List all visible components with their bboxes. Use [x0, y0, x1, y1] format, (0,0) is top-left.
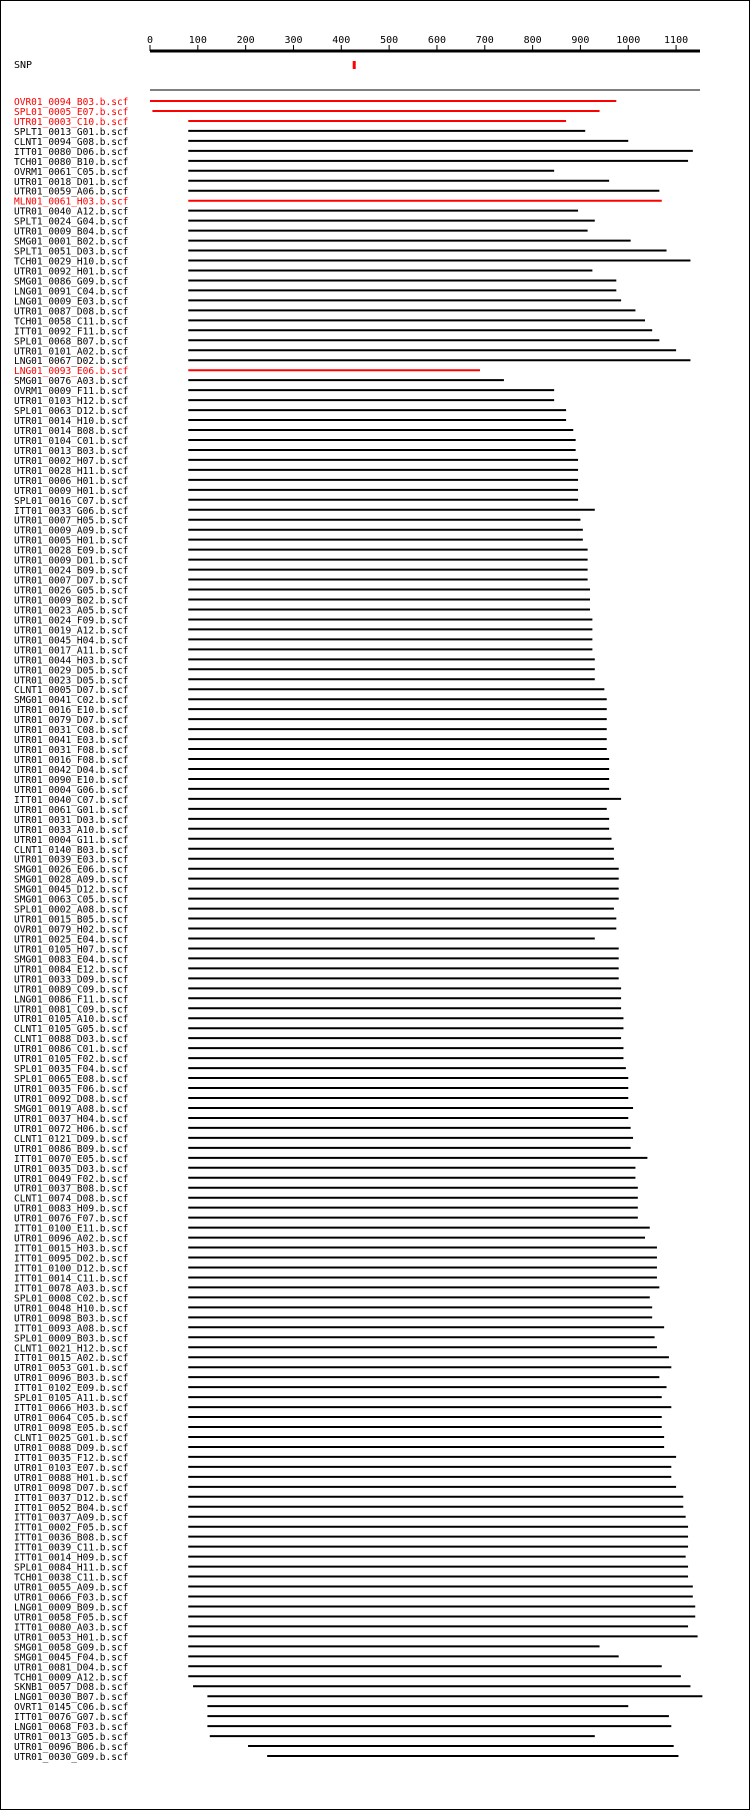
read-label: UTR01_0081_C09.b.scf — [14, 1004, 129, 1016]
read-label: ITT01_0037_D12.b.scf — [14, 1492, 129, 1504]
read-label: UTR01_0013_G05.b.scf — [14, 1732, 129, 1744]
read-label: UTR01_0079_D07.b.scf — [14, 715, 129, 727]
read-label: TCH01_0058_C11.b.scf — [14, 316, 129, 328]
read-label: UTR01_0098_B03.b.scf — [14, 1313, 129, 1325]
read-label: ITT01_0066_H03.b.scf — [14, 1403, 129, 1415]
axis-tick-label: 300 — [284, 35, 303, 46]
read-label: ITT01_0015_A02.b.scf — [14, 1353, 129, 1365]
read-label: UTR01_0053_H01.b.scf — [14, 1632, 129, 1644]
read-label: UTR01_0089_C09.b.scf — [14, 984, 129, 996]
read-label: OVRT1_0145_C06.b.scf — [14, 1702, 129, 1714]
read-label: ITT01_0052_B04.b.scf — [14, 1502, 129, 1514]
read-label: SPL01_0009_B03.b.scf — [14, 1333, 129, 1345]
read-label: UTR01_0026_G05.b.scf — [14, 585, 129, 597]
read-label: UTR01_0096_B03.b.scf — [14, 1373, 129, 1385]
read-label: LNG01_0009_E03.b.scf — [14, 296, 129, 308]
read-label: SMG01_0063_C05.b.scf — [14, 894, 129, 906]
read-label: UTR01_0031_D03.b.scf — [14, 814, 129, 826]
read-label: ITT01_0100_E11.b.scf — [14, 1223, 129, 1235]
read-label: UTR01_0028_H11.b.scf — [14, 465, 129, 477]
axis-tick-label: 700 — [475, 35, 494, 46]
read-label: UTR01_0007_H05.b.scf — [14, 515, 129, 527]
read-label: UTR01_0105_A10.b.scf — [14, 1014, 129, 1026]
read-label: UTR01_0004_G06.b.scf — [14, 784, 129, 796]
read-label: ITT01_0070_E05.b.scf — [14, 1153, 129, 1165]
read-label: UTR01_0083_H09.b.scf — [14, 1203, 129, 1215]
read-label: UTR01_0009_H01.b.scf — [14, 485, 129, 497]
read-label: ITT01_0015_H03.b.scf — [14, 1243, 129, 1255]
read-label: UTR01_0002_H07.b.scf — [14, 455, 129, 467]
axis-tick-label: 100 — [188, 35, 207, 46]
read-label: ITT01_0014_C11.b.scf — [14, 1273, 129, 1285]
read-label: UTR01_0037_H04.b.scf — [14, 1113, 129, 1125]
read-label: LNG01_0093_E06.b.scf — [14, 366, 129, 378]
read-label: UTR01_0064_C05.b.scf — [14, 1413, 129, 1425]
read-label: UTR01_0055_A09.b.scf — [14, 1582, 129, 1594]
read-label: UTR01_0105_H07.b.scf — [14, 944, 129, 956]
read-label: UTR01_0009_A09.b.scf — [14, 525, 129, 537]
read-label: CLNT1_0094_G08.b.scf — [14, 136, 129, 148]
axis-tick-label: 0 — [146, 35, 154, 46]
read-label: UTR01_0025_E04.b.scf — [14, 934, 129, 946]
read-label: UTR01_0035_D03.b.scf — [14, 1163, 129, 1175]
read-label: UTR01_0088_H01.b.scf — [14, 1472, 129, 1484]
read-label: UTR01_0015_B05.b.scf — [14, 914, 129, 926]
read-label: UTR01_0041_E03.b.scf — [14, 735, 129, 747]
read-label: SMG01_0001_B02.b.scf — [14, 236, 129, 248]
read-label: SPLT1_0013_G01.b.scf — [14, 126, 129, 138]
read-label: SMG01_0076_A03.b.scf — [14, 376, 129, 388]
read-label: SMG01_0019_A08.b.scf — [14, 1103, 129, 1115]
read-label: UTR01_0035_F06.b.scf — [14, 1084, 129, 1096]
read-label: ITT01_0002_F05.b.scf — [14, 1522, 129, 1534]
read-label: LNG01_0086_F11.b.scf — [14, 994, 129, 1006]
read-label: ITT01_0092_F11.b.scf — [14, 326, 129, 338]
read-label: UTR01_0053_G01.b.scf — [14, 1363, 129, 1375]
read-label: UTR01_0044_H03.b.scf — [14, 655, 129, 667]
read-label: CLNT1_0005_D07.b.scf — [14, 685, 129, 697]
read-label: SMG01_0086_G09.b.scf — [14, 276, 129, 288]
read-label: UTR01_0072_H06.b.scf — [14, 1123, 129, 1135]
read-label: ITT01_0080_A03.b.scf — [14, 1622, 129, 1634]
read-label: UTR01_0096_A02.b.scf — [14, 1233, 129, 1245]
read-label: UTR01_0004_G11.b.scf — [14, 834, 129, 846]
read-label: UTR01_0086_C01.b.scf — [14, 1044, 129, 1056]
read-label: SPL01_0008_C02.b.scf — [14, 1293, 129, 1305]
read-label: UTR01_0103_H12.b.scf — [14, 396, 129, 408]
read-label: UTR01_0014_H10.b.scf — [14, 416, 129, 428]
snp-label: SNP — [14, 60, 33, 71]
read-label: UTR01_0092_H01.b.scf — [14, 266, 129, 278]
read-label: UTR01_0084_E12.b.scf — [14, 964, 129, 976]
read-label: SPL01_0068_B07.b.scf — [14, 336, 129, 348]
read-label: UTR01_0039_E03.b.scf — [14, 854, 129, 866]
read-label: SMG01_0083_E04.b.scf — [14, 954, 129, 966]
read-label: SMG01_0028_A09.b.scf — [14, 874, 129, 886]
read-label: OVRM1_0061_C05.b.scf — [14, 166, 129, 178]
read-label: UTR01_0088_D09.b.scf — [14, 1442, 129, 1454]
read-label: UTR01_0006_H01.b.scf — [14, 475, 129, 487]
axis-tick-label: 200 — [236, 35, 255, 46]
read-label: UTR01_0024_F09.b.scf — [14, 615, 129, 627]
read-label: LNG01_0068_F03.b.scf — [14, 1722, 129, 1734]
read-label: UTR01_0058_F05.b.scf — [14, 1612, 129, 1624]
read-label: SPL01_0002_A08.b.scf — [14, 904, 129, 916]
read-label: TCH01_0029_H10.b.scf — [14, 256, 129, 268]
read-label: SPL01_0063_D12.b.scf — [14, 406, 129, 418]
reads — [14, 97, 702, 1763]
read-label: UTR01_0037_B08.b.scf — [14, 1183, 129, 1195]
read-label: UTR01_0016_E10.b.scf — [14, 705, 129, 717]
read-label: UTR01_0066_F03.b.scf — [14, 1592, 129, 1604]
read-label: SPL01_0005_E07.b.scf — [14, 106, 129, 118]
read-label: UTR01_0105_F02.b.scf — [14, 1054, 129, 1066]
read-label: UTR01_0033_A10.b.scf — [14, 824, 129, 836]
read-label: UTR01_0096_B06.b.scf — [14, 1742, 129, 1754]
read-label: UTR01_0098_D07.b.scf — [14, 1482, 129, 1494]
read-label: UTR01_0045_H04.b.scf — [14, 635, 129, 647]
read-label: MLN01_0061_H03.b.scf — [14, 196, 129, 208]
read-label: UTR01_0014_B08.b.scf — [14, 426, 129, 438]
read-label: ITT01_0080_D06.b.scf — [14, 146, 129, 158]
read-label: ITT01_0033_G06.b.scf — [14, 505, 129, 517]
read-label: UTR01_0009_B02.b.scf — [14, 595, 129, 607]
read-label: UTR01_0092_D08.b.scf — [14, 1094, 129, 1105]
read-label: UTR01_0007_D07.b.scf — [14, 575, 129, 587]
read-label: ITT01_0035_F12.b.scf — [14, 1452, 129, 1464]
read-label: LNG01_0067_D02.b.scf — [14, 356, 129, 368]
read-label: UTR01_0059_A06.b.scf — [14, 186, 129, 198]
read-label: TCH01_0080_B10.b.scf — [14, 156, 129, 168]
read-label: OVR01_0079_H02.b.scf — [14, 924, 129, 936]
read-label: UTR01_0030_G09.b.scf — [14, 1752, 129, 1764]
read-label: UTR01_0033_D09.b.scf — [14, 974, 129, 986]
read-label: SKNB1_0057_D08.b.scf — [14, 1682, 129, 1694]
read-label: SMG01_0058_G09.b.scf — [14, 1642, 129, 1654]
read-label: CLNT1_0021_H12.b.scf — [14, 1343, 129, 1355]
read-label: TCH01_0009_A12.b.scf — [14, 1672, 129, 1684]
position-axis — [147, 35, 700, 51]
axis-tick-label: 400 — [332, 35, 351, 46]
read-label: CLNT1_0105_G05.b.scf — [14, 1024, 129, 1036]
read-label: ITT01_0014_H09.b.scf — [14, 1552, 129, 1564]
axis-tick-label: 1000 — [616, 35, 641, 46]
read-label: UTR01_0061_G01.b.scf — [14, 804, 129, 816]
read-label: ITT01_0102_E09.b.scf — [14, 1383, 129, 1395]
read-label: UTR01_0087_D08.b.scf — [14, 306, 129, 318]
read-label: CLNT1_0121_D09.b.scf — [14, 1133, 129, 1145]
read-label: CLNT1_0025_G01.b.scf — [14, 1432, 129, 1444]
read-label: SPLT1_0024_G04.b.scf — [14, 216, 129, 228]
read-label: ITT01_0036_B08.b.scf — [14, 1532, 129, 1544]
read-label: SMG01_0045_D12.b.scf — [14, 884, 129, 896]
read-label: UTR01_0049_F02.b.scf — [14, 1173, 129, 1185]
read-label: ITT01_0078_A03.b.scf — [14, 1283, 129, 1295]
snp-track — [14, 60, 356, 71]
read-label: OVR01_0094_B03.b.scf — [14, 97, 129, 108]
read-label: LNG01_0030_B07.b.scf — [14, 1692, 129, 1704]
read-label: ITT01_0037_A09.b.scf — [14, 1512, 129, 1524]
read-label: UTR01_0101_A02.b.scf — [14, 346, 129, 358]
read-label: UTR01_0090_E10.b.scf — [14, 774, 129, 786]
read-label: UTR01_0024_B09.b.scf — [14, 565, 129, 577]
read-label: UTR01_0031_F08.b.scf — [14, 745, 129, 757]
read-label: UTR01_0040_A12.b.scf — [14, 206, 129, 218]
read-label: SPL01_0065_E08.b.scf — [14, 1074, 129, 1086]
read-label: UTR01_0029_D05.b.scf — [14, 665, 129, 677]
read-label: UTR01_0016_F08.b.scf — [14, 755, 129, 767]
read-label: UTR01_0048_H10.b.scf — [14, 1303, 129, 1315]
read-label: UTR01_0098_E05.b.scf — [14, 1423, 129, 1435]
axis-tick-label: 900 — [571, 35, 590, 46]
read-label: LNG01_0009_B09.b.scf — [14, 1602, 129, 1614]
read-label: UTR01_0076_F07.b.scf — [14, 1213, 129, 1225]
read-label: ITT01_0040_C07.b.scf — [14, 794, 129, 806]
read-label: UTR01_0103_E07.b.scf — [14, 1462, 129, 1474]
read-label: SPL01_0016_C07.b.scf — [14, 495, 129, 507]
axis-tick-label: 600 — [427, 35, 446, 46]
read-label: SPL01_0105_A11.b.scf — [14, 1393, 129, 1405]
read-label: UTR01_0031_C08.b.scf — [14, 725, 129, 737]
read-label: ITT01_0100_D12.b.scf — [14, 1263, 129, 1275]
read-label: SMG01_0045_F04.b.scf — [14, 1652, 129, 1664]
read-label: UTR01_0003_C10.b.scf — [14, 116, 129, 128]
read-label: UTR01_0017_A11.b.scf — [14, 645, 129, 657]
read-label: UTR01_0013_B03.b.scf — [14, 445, 129, 457]
read-label: UTR01_0019_A12.b.scf — [14, 625, 129, 637]
read-label: TCH01_0038_C11.b.scf — [14, 1572, 129, 1584]
axis-tick-label: 1100 — [664, 35, 689, 46]
read-label: LNG01_0091_C04.b.scf — [14, 286, 129, 298]
read-label: ITT01_0076_G07.b.scf — [14, 1712, 129, 1724]
read-label: SMG01_0026_E06.b.scf — [14, 864, 129, 876]
read-label: CLNT1_0088_D03.b.scf — [14, 1034, 129, 1046]
read-label: CLNT1_0140_B03.b.scf — [14, 844, 129, 856]
read-label: ITT01_0095_D02.b.scf — [14, 1253, 129, 1265]
read-label: UTR01_0005_H01.b.scf — [14, 535, 129, 547]
read-label: SPL01_0084_H11.b.scf — [14, 1562, 129, 1574]
read-label: UTR01_0086_B09.b.scf — [14, 1143, 129, 1155]
read-label: SMG01_0041_C02.b.scf — [14, 695, 129, 707]
read-label: UTR01_0023_A05.b.scf — [14, 605, 129, 617]
read-label: SPLT1_0051_D03.b.scf — [14, 246, 129, 258]
read-label: UTR01_0028_E09.b.scf — [14, 545, 129, 557]
axis-tick-label: 800 — [523, 35, 542, 46]
read-label: UTR01_0009_B04.b.scf — [14, 226, 129, 238]
read-label: ITT01_0093_A08.b.scf — [14, 1323, 129, 1335]
read-label: UTR01_0042_D04.b.scf — [14, 764, 129, 776]
read-label: OVRM1_0009_F11.b.scf — [14, 386, 129, 398]
read-label: UTR01_0023_D05.b.scf — [14, 675, 129, 687]
read-label: UTR01_0018_D01.b.scf — [14, 176, 129, 188]
snp-marker — [353, 61, 356, 69]
read-label: UTR01_0009_D01.b.scf — [14, 555, 129, 567]
read-label: UTR01_0104_C01.b.scf — [14, 435, 129, 447]
read-label: ITT01_0039_C11.b.scf — [14, 1542, 129, 1554]
read-label: SPL01_0035_F04.b.scf — [14, 1064, 129, 1076]
read-label: CLNT1_0074_D08.b.scf — [14, 1193, 129, 1205]
read-label: UTR01_0081_D04.b.scf — [14, 1662, 129, 1674]
axis-tick-label: 500 — [380, 35, 399, 46]
